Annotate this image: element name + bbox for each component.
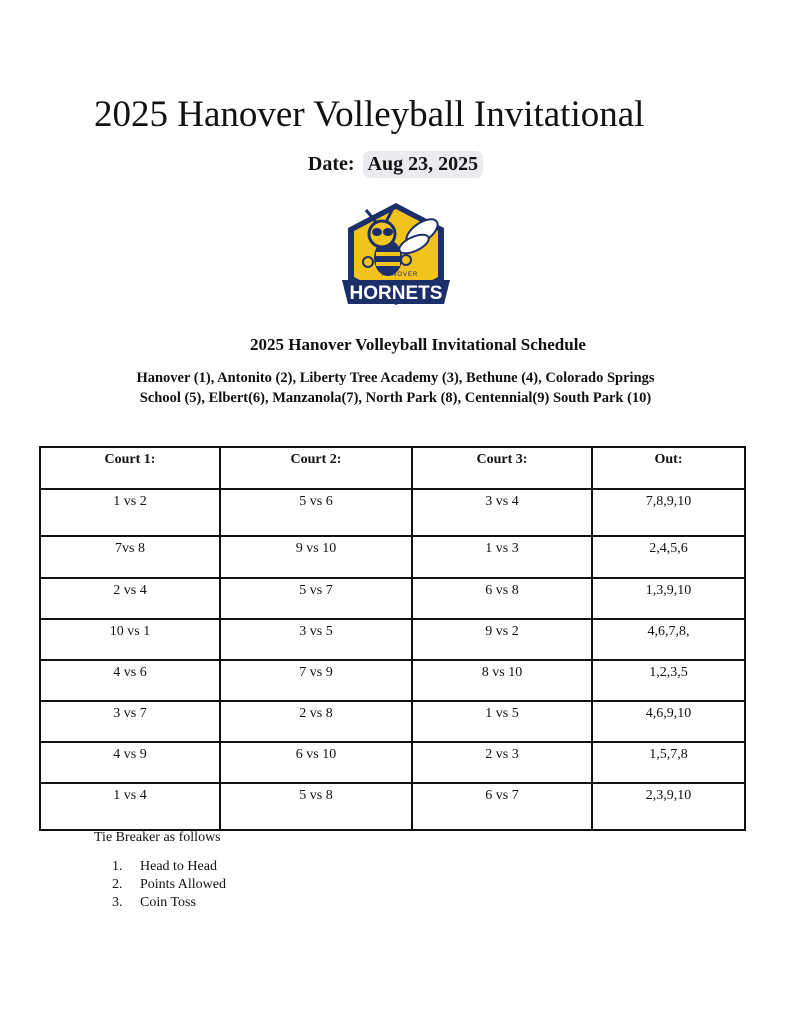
- cell-court-2: 5 vs 7: [220, 578, 412, 619]
- table-row: [40, 619, 745, 660]
- team-list: [0, 368, 791, 408]
- cell-court-1: 4 vs 9: [40, 742, 220, 783]
- cell-court-3: 6 vs 7: [412, 783, 592, 830]
- header-court-1: Court 1:: [40, 447, 220, 489]
- list-item-text: Points Allowed: [140, 877, 226, 892]
- cell-court-1: 7vs 8: [40, 536, 220, 578]
- logo-fist-left: [363, 257, 373, 267]
- list-item-number: 1.: [112, 859, 123, 874]
- cell-court-3: 6 vs 8: [412, 578, 592, 619]
- hornets-logo: [340, 200, 452, 314]
- table-row: [40, 578, 745, 619]
- list-item-text: Head to Head: [140, 859, 217, 874]
- list-item-number: 3.: [112, 895, 123, 910]
- cell-out: 2,4,5,6: [592, 536, 745, 578]
- page-title: 2025 Hanover Volleyball Invitational: [94, 94, 645, 135]
- cell-court-2: 2 vs 8: [220, 701, 412, 742]
- cell-court-2: 5 vs 8: [220, 783, 412, 830]
- logo-eye-right: [383, 228, 393, 236]
- team-list-line-1: Hanover (1), Antonito (2), Liberty Tree Academy (3), Bethune (4), Colorado Springs: [136, 370, 655, 386]
- cell-out: 1,3,9,10: [592, 578, 745, 619]
- schedule-table: [39, 446, 746, 831]
- list-item-number: 2.: [112, 877, 123, 892]
- cell-out: 4,6,7,8,: [592, 619, 745, 660]
- cell-court-1: 3 vs 7: [40, 701, 220, 742]
- tiebreaker-heading: Tie Breaker as follows: [94, 830, 221, 845]
- cell-court-2: 3 vs 5: [220, 619, 412, 660]
- cell-court-3: 2 vs 3: [412, 742, 592, 783]
- header-court-3: Court 3:: [412, 447, 592, 489]
- table-header-row: [40, 447, 745, 489]
- list-item: [112, 894, 226, 912]
- cell-out: 7,8,9,10: [592, 489, 745, 536]
- list-item: [112, 876, 226, 894]
- cell-court-2: 6 vs 10: [220, 742, 412, 783]
- logo-fist-right: [401, 255, 411, 265]
- date-label: Date:: [307, 153, 355, 175]
- list-item-text: Coin Toss: [140, 895, 196, 910]
- logo-eye-left: [372, 228, 382, 236]
- table-row: [40, 742, 745, 783]
- cell-court-3: 8 vs 10: [412, 660, 592, 701]
- cell-court-1: 2 vs 4: [40, 578, 220, 619]
- cell-court-1: 10 vs 1: [40, 619, 220, 660]
- table-row: [40, 783, 745, 830]
- cell-court-1: 1 vs 4: [40, 783, 220, 830]
- table-row: [40, 489, 745, 536]
- cell-court-3: 9 vs 2: [412, 619, 592, 660]
- cell-court-3: 3 vs 4: [412, 489, 592, 536]
- cell-court-1: 1 vs 2: [40, 489, 220, 536]
- cell-out: 2,3,9,10: [592, 783, 745, 830]
- logo-stripe-2: [376, 262, 400, 266]
- cell-out: 1,2,3,5: [592, 660, 745, 701]
- table-row: [40, 701, 745, 742]
- logo-small-text: HANOVER: [381, 272, 419, 278]
- cell-out: 4,6,9,10: [592, 701, 745, 742]
- cell-court-2: 7 vs 9: [220, 660, 412, 701]
- table-row: [40, 660, 745, 701]
- team-list-line-2: School (5), Elbert(6), Manzanola(7), North Park (8), Centennial(9) South Park (10): [139, 390, 652, 406]
- date-value[interactable]: Aug 23, 2025: [363, 151, 484, 178]
- cell-court-2: 5 vs 6: [220, 489, 412, 536]
- header-out: Out:: [592, 447, 745, 489]
- schedule-title: 2025 Hanover Volleyball Invitational Schedule: [250, 335, 586, 354]
- cell-court-2: 9 vs 10: [220, 536, 412, 578]
- cell-court-3: 1 vs 5: [412, 701, 592, 742]
- logo-big-text: HORNETS: [349, 283, 443, 304]
- list-item: [112, 858, 226, 876]
- date-row: [0, 151, 791, 178]
- header-court-2: Court 2:: [220, 447, 412, 489]
- table-row: [40, 536, 745, 578]
- cell-court-3: 1 vs 3: [412, 536, 592, 578]
- tiebreaker-list: [112, 858, 226, 912]
- cell-out: 1,5,7,8: [592, 742, 745, 783]
- cell-court-1: 4 vs 6: [40, 660, 220, 701]
- logo-stripe-1: [376, 252, 400, 256]
